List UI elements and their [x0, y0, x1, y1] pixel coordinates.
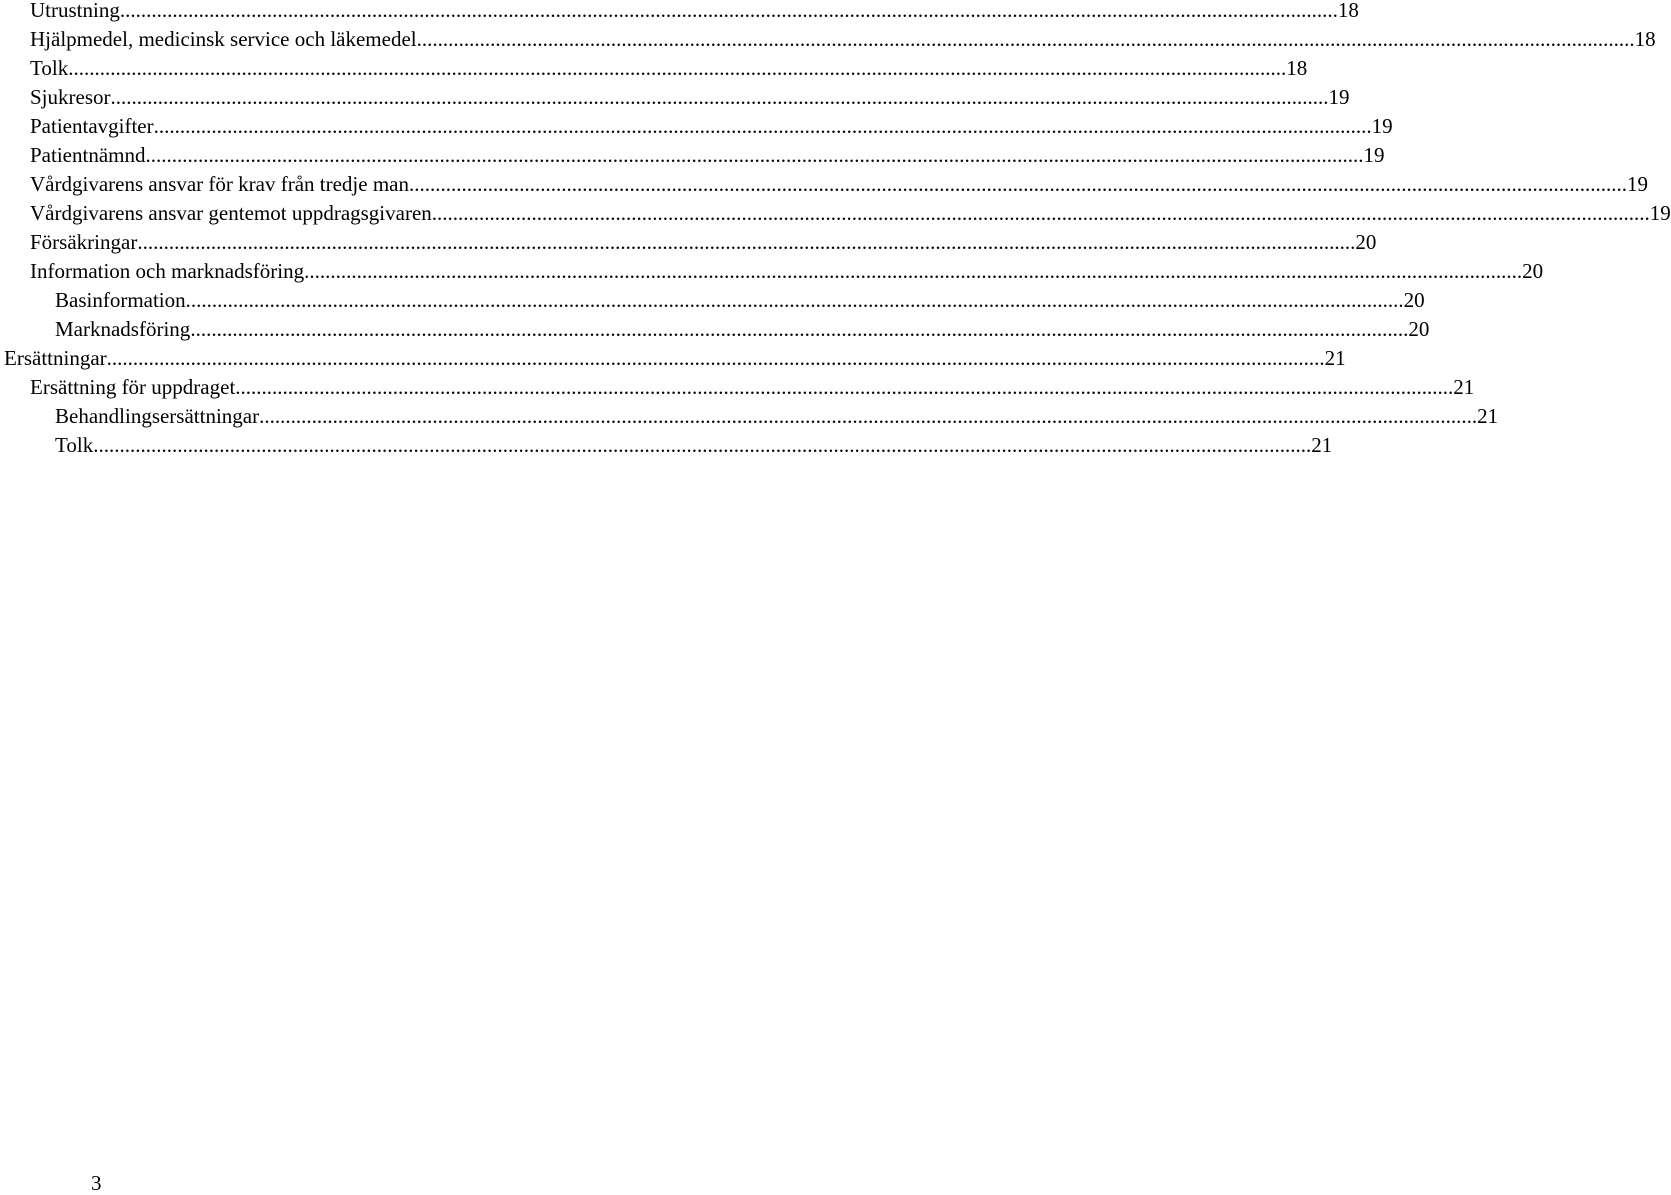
toc-entry[interactable] [55, 431, 1333, 460]
toc-leader-dots: ........................................................................................................................................................................................................................................ [190, 317, 1409, 341]
toc-entry-page: 20 [1522, 259, 1544, 283]
toc-leader-dots: ........................................................................................................................................................................................................................................ [185, 288, 1404, 312]
toc-entry[interactable] [30, 25, 1656, 54]
toc-entry-page: 19 [1649, 201, 1671, 225]
page-number: 3 [91, 1171, 102, 1195]
toc-entry-page: 19 [1328, 85, 1350, 109]
toc-entry-page: 20 [1408, 317, 1430, 341]
toc-leader-dots: ........................................................................................................................................................................................................................................ [409, 172, 1627, 196]
toc-entry-title: Hjälpmedel, medicinsk service och läkemedel [30, 27, 417, 51]
toc-entry-title: Sjukresor [30, 85, 111, 109]
toc-entry-page: 20 [1355, 230, 1377, 254]
toc-entry-title: Vårdgivarens ansvar för krav från tredje man [30, 172, 409, 196]
toc-leader-dots: ........................................................................................................................................................................................................................................ [416, 27, 1635, 51]
toc-entry-title: Ersättning för uppdraget [30, 375, 236, 399]
toc-entry-title: Behandlingsersättningar [55, 404, 260, 428]
toc-entry[interactable] [4, 344, 1346, 373]
toc-entry[interactable] [30, 199, 1671, 228]
toc-leader-dots: ........................................................................................................................................................................................................................................ [259, 404, 1478, 428]
toc-leader-dots: ........................................................................................................................................................................................................................................ [110, 85, 1329, 109]
toc-entry-page: 21 [1324, 346, 1346, 370]
toc-leader-dots: ........................................................................................................................................................................................................................................ [137, 230, 1356, 254]
toc-entry[interactable] [30, 83, 1350, 112]
toc-entry-title: Marknadsföring [55, 317, 191, 341]
toc-leader-dots: ........................................................................................................................................................................................................................................ [431, 201, 1650, 225]
toc-leader-dots: ........................................................................................................................................................................................................................................ [93, 433, 1312, 457]
toc-leader-dots: ........................................................................................................................................................................................................................................ [153, 114, 1372, 138]
toc-entry[interactable] [30, 54, 1308, 83]
toc-entry[interactable] [30, 112, 1393, 141]
toc-entry-title: Basinformation [55, 288, 186, 312]
toc-entry[interactable] [30, 228, 1377, 257]
toc-entry-page: 18 [1337, 0, 1359, 22]
toc-entry-page: 19 [1363, 143, 1385, 167]
toc-entry-page: 21 [1477, 404, 1499, 428]
toc-entry-title: Ersättningar [4, 346, 107, 370]
toc-entry[interactable] [30, 141, 1385, 170]
toc-entry-page: 18 [1286, 56, 1308, 80]
toc-entry[interactable] [30, 170, 1648, 199]
toc-entry-page: 21 [1311, 433, 1333, 457]
toc-entry-page: 20 [1403, 288, 1425, 312]
toc-entry-title: Tolk [55, 433, 94, 457]
toc-entry-page: 21 [1453, 375, 1475, 399]
toc-entry-title: Tolk [30, 56, 69, 80]
toc-entry-page: 18 [1634, 27, 1656, 51]
toc-entry[interactable] [30, 257, 1544, 286]
toc-entry-title: Utrustning [30, 0, 120, 22]
toc-entry-title: Information och marknadsföring [30, 259, 305, 283]
toc-entry[interactable] [55, 315, 1430, 344]
toc-leader-dots: ........................................................................................................................................................................................................................................ [145, 143, 1364, 167]
toc-entry-title: Vårdgivarens ansvar gentemot uppdragsgivaren [30, 201, 432, 225]
toc-entry-page: 19 [1627, 172, 1648, 196]
toc-leader-dots: ........................................................................................................................................................................................................................................ [119, 0, 1338, 22]
toc-entry[interactable] [30, 0, 1359, 25]
toc-entry-title: Patientnämnd [30, 143, 146, 167]
toc-entry-page: 19 [1371, 114, 1393, 138]
toc-leader-dots: ........................................................................................................................................................................................................................................ [304, 259, 1523, 283]
toc-entry[interactable] [30, 373, 1475, 402]
toc-entry[interactable] [55, 402, 1499, 431]
toc-entry-title: Försäkringar [30, 230, 138, 254]
toc-leader-dots: ........................................................................................................................................................................................................................................ [106, 346, 1325, 370]
toc-leader-dots: ........................................................................................................................................................................................................................................ [235, 375, 1454, 399]
toc-leader-dots: ........................................................................................................................................................................................................................................ [68, 56, 1287, 80]
toc-entry[interactable] [55, 286, 1425, 315]
toc-entry-title: Patientavgifter [30, 114, 154, 138]
